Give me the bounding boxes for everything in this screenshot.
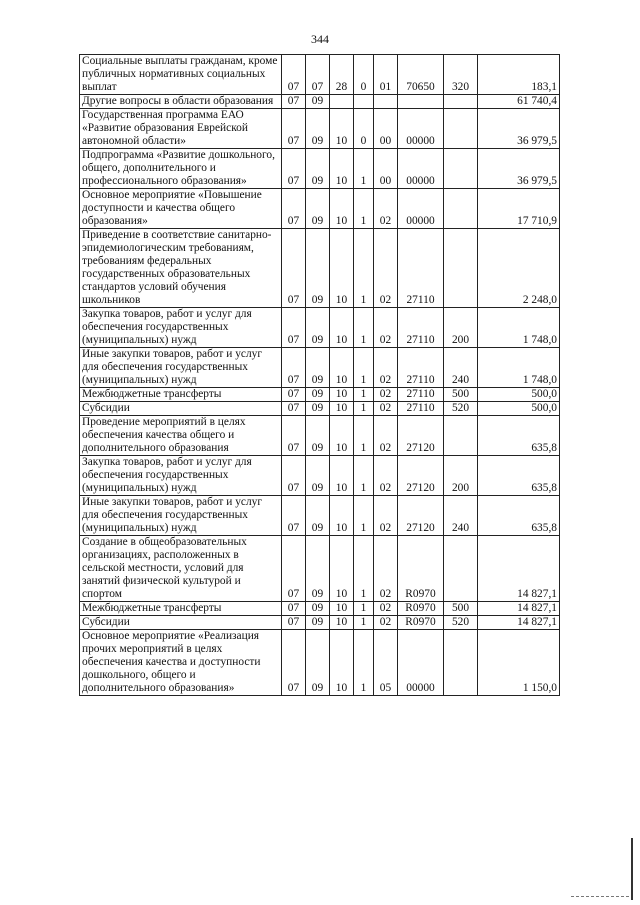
expense-type-cell: 200	[444, 456, 478, 496]
table-row	[80, 616, 560, 630]
program-code-cell: 10	[330, 149, 354, 189]
expense-type-cell: 240	[444, 348, 478, 388]
subprogram-code-cell: 1	[354, 602, 374, 616]
table-row	[80, 602, 560, 616]
section-code-cell: 07	[282, 95, 306, 109]
subsection-code-cell: 09	[306, 616, 330, 630]
event-code-cell: 02	[374, 456, 398, 496]
event-code-cell: 02	[374, 348, 398, 388]
subsection-code-cell: 09	[306, 149, 330, 189]
expense-type-cell: 500	[444, 388, 478, 402]
subprogram-code-cell: 0	[354, 109, 374, 149]
page-number: 344	[311, 32, 329, 46]
amount-cell: 2 248,0	[478, 229, 560, 308]
subsection-code-cell: 09	[306, 109, 330, 149]
event-code-cell: 02	[374, 536, 398, 602]
table-row	[80, 456, 560, 496]
row-name-cell: Закупка товаров, работ и услуг для обеспечения государственных (муниципальных) нужд	[80, 308, 282, 348]
scan-edge-mark	[631, 838, 633, 900]
event-code-cell: 00	[374, 109, 398, 149]
direction-code-cell: 27110	[398, 229, 444, 308]
amount-cell: 36 979,5	[478, 149, 560, 189]
section-code-cell: 07	[282, 456, 306, 496]
subsection-code-cell: 09	[306, 95, 330, 109]
subsection-code-cell: 09	[306, 308, 330, 348]
row-name-cell: Проведение мероприятий в целях обеспечения качества общего и дополнительного образования	[80, 416, 282, 456]
direction-code-cell: 00000	[398, 109, 444, 149]
table-row	[80, 229, 560, 308]
program-code-cell: 10	[330, 496, 354, 536]
amount-cell: 500,0	[478, 402, 560, 416]
subprogram-code-cell: 1	[354, 308, 374, 348]
table-row	[80, 189, 560, 229]
direction-code-cell: 70650	[398, 55, 444, 95]
direction-code-cell: R0970	[398, 616, 444, 630]
expense-type-cell: 200	[444, 308, 478, 348]
subprogram-code-cell: 0	[354, 55, 374, 95]
event-code-cell: 02	[374, 496, 398, 536]
expense-type-cell	[444, 416, 478, 456]
program-code-cell	[330, 95, 354, 109]
expense-type-cell	[444, 149, 478, 189]
expense-type-cell: 320	[444, 55, 478, 95]
row-name-cell: Субсидии	[80, 616, 282, 630]
amount-cell: 14 827,1	[478, 602, 560, 616]
program-code-cell: 10	[330, 602, 354, 616]
program-code-cell: 10	[330, 348, 354, 388]
event-code-cell: 02	[374, 616, 398, 630]
section-code-cell: 07	[282, 308, 306, 348]
amount-cell: 61 740,4	[478, 95, 560, 109]
table-row	[80, 149, 560, 189]
table-row	[80, 402, 560, 416]
subprogram-code-cell	[354, 95, 374, 109]
direction-code-cell: 27110	[398, 348, 444, 388]
table-row	[80, 348, 560, 388]
subprogram-code-cell: 1	[354, 402, 374, 416]
subsection-code-cell: 09	[306, 229, 330, 308]
subsection-code-cell: 09	[306, 602, 330, 616]
section-code-cell: 07	[282, 602, 306, 616]
amount-cell: 14 827,1	[478, 616, 560, 630]
row-name-cell: Иные закупки товаров, работ и услуг для обеспечения государственных (муниципальных) нужд	[80, 348, 282, 388]
subprogram-code-cell: 1	[354, 149, 374, 189]
subsection-code-cell: 09	[306, 189, 330, 229]
program-code-cell: 10	[330, 630, 354, 696]
event-code-cell: 02	[374, 229, 398, 308]
direction-code-cell: 00000	[398, 630, 444, 696]
expense-type-cell: 520	[444, 402, 478, 416]
program-code-cell: 10	[330, 536, 354, 602]
expense-type-cell	[444, 109, 478, 149]
event-code-cell: 02	[374, 189, 398, 229]
budget-table	[79, 54, 560, 696]
table-row	[80, 416, 560, 456]
row-name-cell: Закупка товаров, работ и услуг для обеспечения государственных (муниципальных) нужд	[80, 456, 282, 496]
subprogram-code-cell: 1	[354, 630, 374, 696]
subsection-code-cell: 09	[306, 416, 330, 456]
direction-code-cell: 27120	[398, 496, 444, 536]
event-code-cell: 02	[374, 308, 398, 348]
table-row	[80, 388, 560, 402]
amount-cell: 14 827,1	[478, 536, 560, 602]
section-code-cell: 07	[282, 402, 306, 416]
section-code-cell: 07	[282, 109, 306, 149]
row-name-cell: Государственная программа ЕАО «Развитие образования Еврейской автономной области»	[80, 109, 282, 149]
event-code-cell: 02	[374, 402, 398, 416]
amount-cell: 1 748,0	[478, 308, 560, 348]
expense-type-cell: 500	[444, 602, 478, 616]
scan-edge-dash	[571, 896, 629, 897]
table-row	[80, 55, 560, 95]
amount-cell: 635,8	[478, 416, 560, 456]
subsection-code-cell: 09	[306, 536, 330, 602]
row-name-cell: Подпрограмма «Развитие дошкольного, общего, дополнительного и профессионального образования»	[80, 149, 282, 189]
row-name-cell: Основное мероприятие «Повышение доступности и качества общего образования»	[80, 189, 282, 229]
section-code-cell: 07	[282, 416, 306, 456]
program-code-cell: 10	[330, 388, 354, 402]
expense-type-cell	[444, 536, 478, 602]
subprogram-code-cell: 1	[354, 229, 374, 308]
direction-code-cell: R0970	[398, 536, 444, 602]
section-code-cell: 07	[282, 189, 306, 229]
table-row	[80, 630, 560, 696]
expense-type-cell	[444, 229, 478, 308]
direction-code-cell: 27110	[398, 402, 444, 416]
section-code-cell: 07	[282, 229, 306, 308]
subsection-code-cell: 09	[306, 456, 330, 496]
table-row	[80, 95, 560, 109]
program-code-cell: 10	[330, 416, 354, 456]
program-code-cell: 10	[330, 189, 354, 229]
program-code-cell: 28	[330, 55, 354, 95]
row-name-cell: Создание в общеобразовательных организациях, расположенных в сельской местности, условий для занятий физической культурой и спортом	[80, 536, 282, 602]
subprogram-code-cell: 1	[354, 616, 374, 630]
subprogram-code-cell: 1	[354, 348, 374, 388]
expense-type-cell: 240	[444, 496, 478, 536]
row-name-cell: Иные закупки товаров, работ и услуг для обеспечения государственных (муниципальных) нужд	[80, 496, 282, 536]
row-name-cell: Социальные выплаты гражданам, кроме публичных нормативных социальных выплат	[80, 55, 282, 95]
amount-cell: 635,8	[478, 456, 560, 496]
table-row	[80, 496, 560, 536]
row-name-cell: Субсидии	[80, 402, 282, 416]
subsection-code-cell: 09	[306, 388, 330, 402]
subprogram-code-cell: 1	[354, 456, 374, 496]
section-code-cell: 07	[282, 55, 306, 95]
event-code-cell: 01	[374, 55, 398, 95]
section-code-cell: 07	[282, 388, 306, 402]
program-code-cell: 10	[330, 456, 354, 496]
expense-type-cell	[444, 630, 478, 696]
subsection-code-cell: 09	[306, 496, 330, 536]
subprogram-code-cell: 1	[354, 536, 374, 602]
subprogram-code-cell: 1	[354, 388, 374, 402]
direction-code-cell	[398, 95, 444, 109]
section-code-cell: 07	[282, 496, 306, 536]
amount-cell: 635,8	[478, 496, 560, 536]
subsection-code-cell: 07	[306, 55, 330, 95]
direction-code-cell: 27120	[398, 456, 444, 496]
program-code-cell: 10	[330, 308, 354, 348]
event-code-cell: 02	[374, 416, 398, 456]
amount-cell: 500,0	[478, 388, 560, 402]
direction-code-cell: R0970	[398, 602, 444, 616]
row-name-cell: Другие вопросы в области образования	[80, 95, 282, 109]
program-code-cell: 10	[330, 229, 354, 308]
amount-cell: 1 748,0	[478, 348, 560, 388]
expense-type-cell	[444, 189, 478, 229]
row-name-cell: Межбюджетные трансферты	[80, 388, 282, 402]
row-name-cell: Приведение в соответствие санитарно-эпидемиологическим требованиям, требованиям федеральных государственных образовательных стандартов условий обучения школьников	[80, 229, 282, 308]
direction-code-cell: 27110	[398, 308, 444, 348]
subsection-code-cell: 09	[306, 402, 330, 416]
table-row	[80, 308, 560, 348]
amount-cell: 1 150,0	[478, 630, 560, 696]
section-code-cell: 07	[282, 616, 306, 630]
budget-table-body	[80, 55, 560, 696]
event-code-cell: 05	[374, 630, 398, 696]
direction-code-cell: 27110	[398, 388, 444, 402]
subsection-code-cell: 09	[306, 630, 330, 696]
program-code-cell: 10	[330, 616, 354, 630]
section-code-cell: 07	[282, 149, 306, 189]
direction-code-cell: 00000	[398, 189, 444, 229]
direction-code-cell: 00000	[398, 149, 444, 189]
program-code-cell: 10	[330, 109, 354, 149]
amount-cell: 17 710,9	[478, 189, 560, 229]
amount-cell: 183,1	[478, 55, 560, 95]
event-code-cell: 02	[374, 602, 398, 616]
table-row	[80, 536, 560, 602]
subsection-code-cell: 09	[306, 348, 330, 388]
section-code-cell: 07	[282, 630, 306, 696]
subprogram-code-cell: 1	[354, 189, 374, 229]
direction-code-cell: 27120	[398, 416, 444, 456]
event-code-cell: 00	[374, 149, 398, 189]
event-code-cell: 02	[374, 388, 398, 402]
table-row	[80, 109, 560, 149]
expense-type-cell: 520	[444, 616, 478, 630]
amount-cell: 36 979,5	[478, 109, 560, 149]
row-name-cell: Межбюджетные трансферты	[80, 602, 282, 616]
event-code-cell	[374, 95, 398, 109]
section-code-cell: 07	[282, 348, 306, 388]
section-code-cell: 07	[282, 536, 306, 602]
expense-type-cell	[444, 95, 478, 109]
subprogram-code-cell: 1	[354, 496, 374, 536]
row-name-cell: Основное мероприятие «Реализация прочих мероприятий в целях обеспечения качества и доступности дошкольного, общего и дополнительного образования»	[80, 630, 282, 696]
program-code-cell: 10	[330, 402, 354, 416]
subprogram-code-cell: 1	[354, 416, 374, 456]
